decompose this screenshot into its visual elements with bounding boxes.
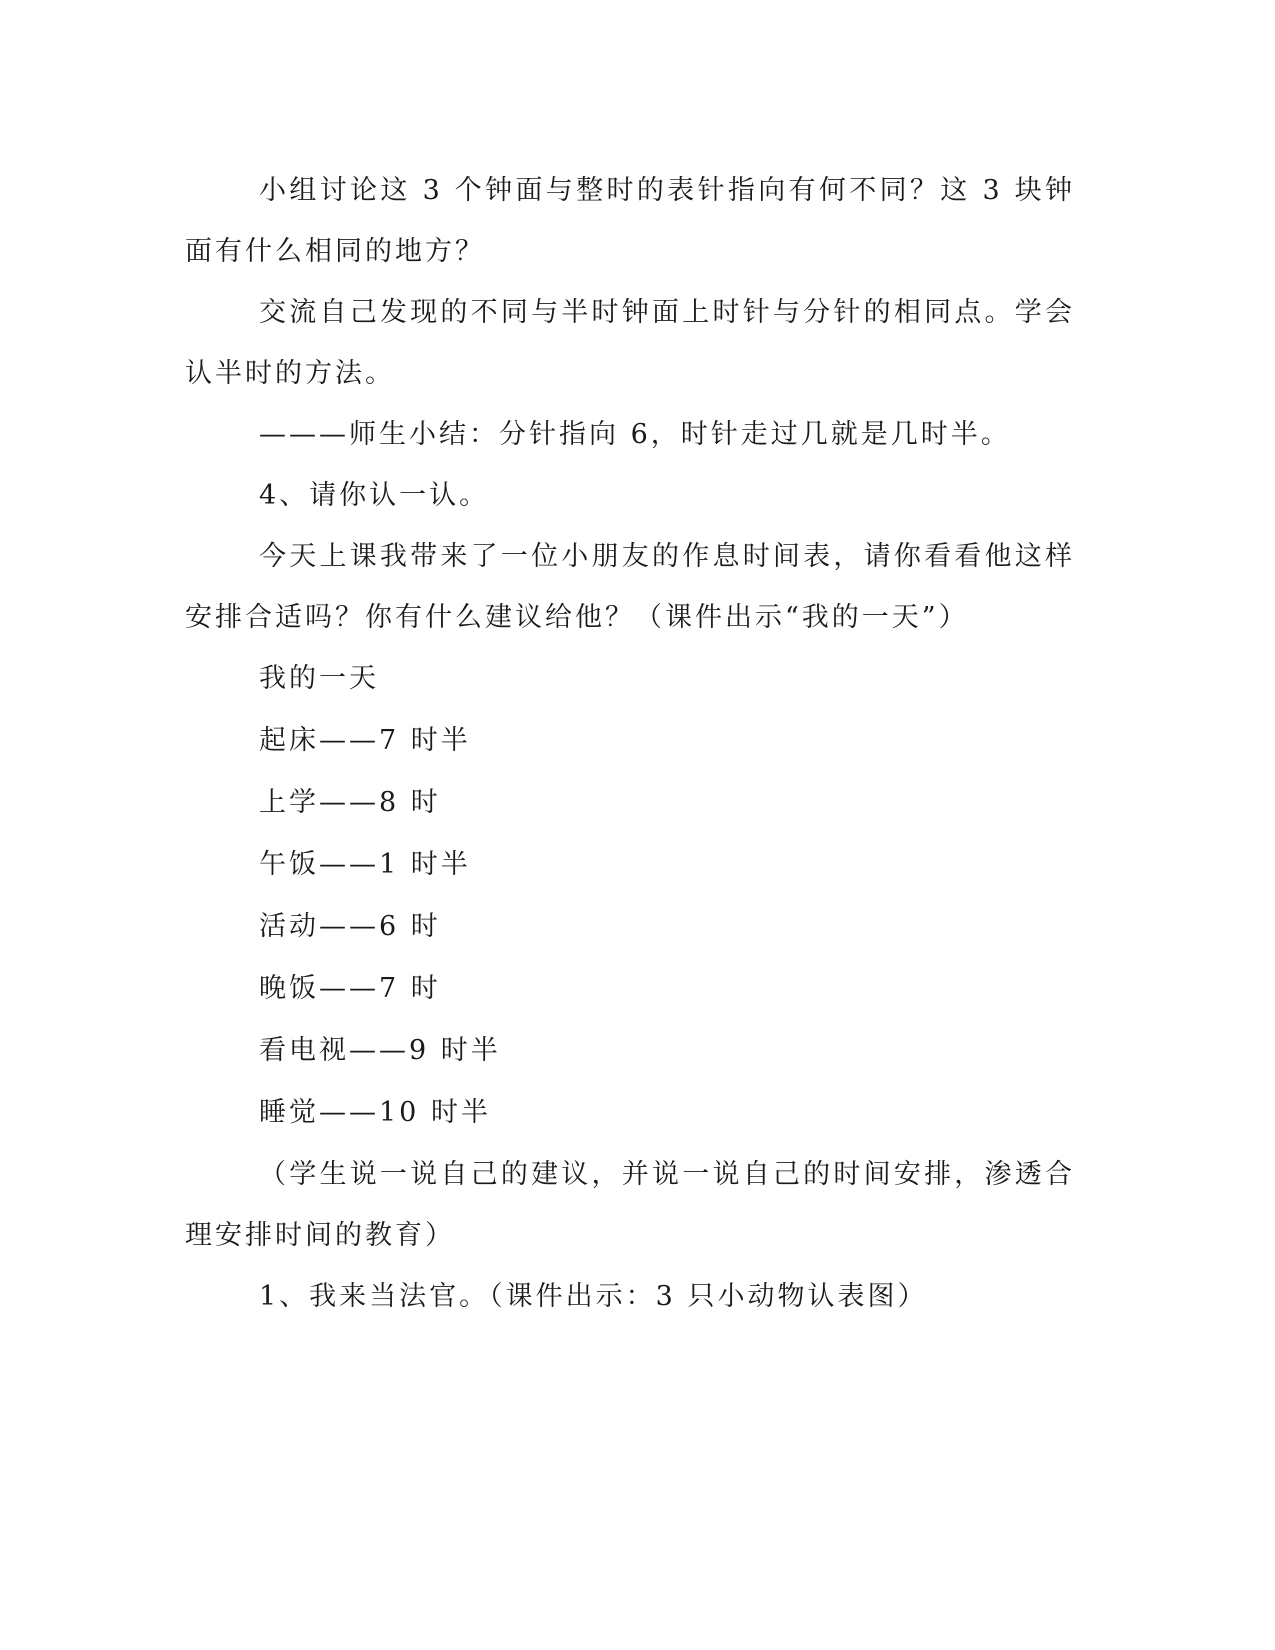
paragraph-schedule-intro: 今天上课我带来了一位小朋友的作息时间表，请你看看他这样安排合适吗？你有什么建议给他？（课件出示“我的一天”）: [185, 541, 1075, 633]
paragraph-teacher-summary: ———师生小结：分针指向 6，时针走过几就是几时半。: [259, 419, 1011, 450]
schedule-item-school: 上学——8 时: [259, 787, 441, 818]
paragraph-group-discussion: 小组讨论这 3 个钟面与整时的表针指向有何不同？这 3 块钟面有什么相同的地方？: [185, 175, 1075, 267]
schedule-item-sleep: 睡觉——10 时半: [259, 1097, 491, 1128]
schedule-item-dinner: 晚饭——7 时: [259, 973, 441, 1004]
schedule-item-activity: 活动——6 时: [259, 911, 441, 942]
paragraph-section-4-heading: 4、请你认一认。: [259, 480, 490, 511]
schedule-title: 我的一天: [259, 663, 379, 694]
paragraph-student-suggestions: （学生说一说自己的建议，并说一说自己的时间安排，渗透合理安排时间的教育）: [185, 1159, 1075, 1251]
paragraph-judge-activity: 1、我来当法官。（课件出示：3 只小动物认表图）: [259, 1281, 928, 1312]
paragraph-exchange-findings: 交流自己发现的不同与半时钟面上时针与分针的相同点。学会认半时的方法。: [185, 297, 1075, 389]
document-body: [185, 160, 1075, 1327]
schedule-item-wake-up: 起床——7 时半: [259, 725, 471, 756]
schedule-item-tv: 看电视——9 时半: [259, 1035, 501, 1066]
schedule-item-lunch: 午饭——1 时半: [259, 849, 471, 880]
